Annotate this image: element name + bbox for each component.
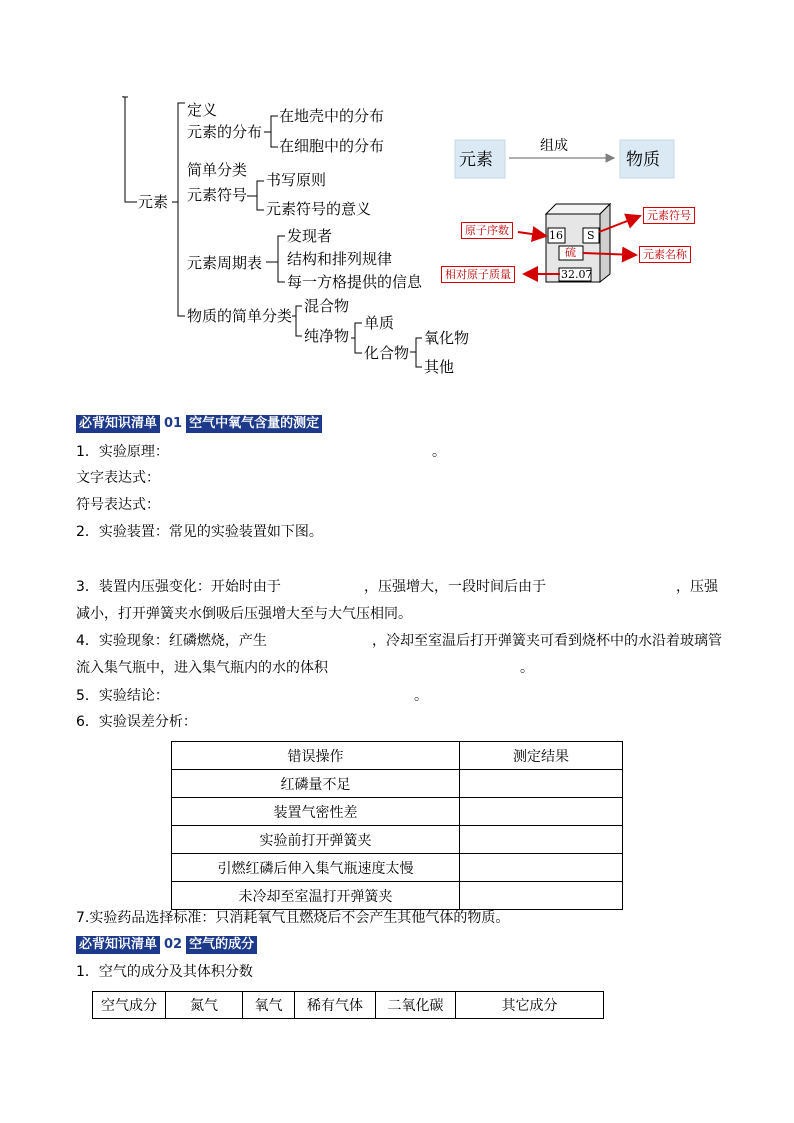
mindmap-matter-class: 物质的简单分类 [187, 307, 293, 325]
row-operation: 未冷却至室温打开弹簧夹 [172, 882, 460, 910]
section1-title: 空气中氧气含量的测定 [189, 416, 320, 431]
s1-line-pressure-a: 3．装置内压强变化：开始时由于 [76, 579, 281, 595]
s1-line-word-equation: 文字表达式： [76, 470, 160, 486]
mindmap-writing-rule: 书写原则 [266, 171, 327, 189]
s1-line-pressure-b: ，压强增大，一段时间后由于 [364, 579, 546, 595]
section1-tag: 必背知识清单 [79, 416, 158, 431]
mindmap-definition: 定义 [187, 101, 218, 119]
s1-line-conclusion-end: 。 [414, 688, 428, 704]
s1-line-selection-standard: 7.实验药品选择标准：只消耗氧气且燃烧后不会产生其他气体的物质。 [76, 910, 510, 926]
row-result-blank[interactable] [460, 882, 623, 910]
diagram-matter-box: 物质 [626, 150, 660, 170]
s1-line-phenomenon-end: 。 [520, 660, 534, 676]
s1-line-apparatus: 2．实验装置：常见的实验装置如下图。 [76, 524, 323, 540]
s1-line-error-analysis: 6．实验误差分析： [76, 714, 197, 730]
row-result-blank[interactable] [460, 798, 623, 826]
mindmap-other: 其他 [424, 358, 455, 376]
table-header-row [172, 742, 623, 770]
table-row [172, 854, 623, 882]
s1-line-principle-end: 。 [432, 444, 446, 460]
cell-nitrogen: 氮气 [166, 992, 243, 1019]
row-operation: 装置气密性差 [172, 798, 460, 826]
cell-other: 其它成分 [456, 992, 604, 1019]
s1-line-principle: 1．实验原理： [76, 444, 169, 460]
section2-heading [76, 936, 257, 954]
cell-mass: 32.07 [561, 268, 593, 281]
air-composition-table [92, 991, 604, 1019]
mindmap-root: 元素 [138, 193, 169, 211]
header-wrong-operation: 错误操作 [172, 742, 460, 770]
section1-heading [76, 415, 322, 433]
mindmap-oxide: 氧化物 [424, 329, 470, 347]
s1-line-pressure-cont: 减小，打开弹簧夹水倒吸后压强增大至与大气压相同。 [76, 606, 412, 622]
mindmap-pure: 纯净物 [304, 327, 350, 345]
mindmap-symbol: 元素符号 [187, 186, 248, 204]
mindmap-mixture: 混合物 [304, 297, 350, 315]
mindmap-dist-cell: 在细胞中的分布 [279, 137, 385, 155]
s1-line-pressure-c: ，压强 [676, 579, 718, 595]
table-row [93, 992, 604, 1019]
cell-carbon-dioxide: 二氧化碳 [376, 992, 456, 1019]
row-result-blank[interactable] [460, 826, 623, 854]
section2-number: 02 [160, 936, 186, 954]
diagram-arrow-label: 组成 [540, 138, 568, 154]
row-operation: 引燃红磷后伸入集气瓶速度太慢 [172, 854, 460, 882]
label-element-symbol: 元素符号 [643, 207, 695, 224]
s1-line-phenomenon-a: 4．实验现象：红磷燃烧，产生 [76, 633, 267, 649]
error-analysis-table [171, 741, 623, 910]
s1-line-conclusion: 5．实验结论： [76, 688, 169, 704]
s1-line-phenomenon-b: ，冷却至室温后打开弹簧夹可看到烧杯中的水沿着玻璃管 [372, 633, 722, 649]
mindmap-distribution: 元素的分布 [187, 123, 263, 141]
label-atomic-mass: 相对原子质量 [441, 266, 515, 283]
mindmap-compound: 化合物 [364, 344, 410, 362]
s2-line-composition: 1．空气的成分及其体积分数 [76, 964, 253, 980]
row-result-blank[interactable] [460, 770, 623, 798]
cell-noble-gas: 稀有气体 [295, 992, 376, 1019]
mindmap-structure-rule: 结构和排列规律 [287, 250, 393, 268]
mindmap-periodic-table: 元素周期表 [187, 254, 263, 272]
row-operation: 实验前打开弹簧夹 [172, 826, 460, 854]
header-result: 测定结果 [460, 742, 623, 770]
cell-oxygen: 氧气 [243, 992, 295, 1019]
cell-symbol: S [587, 229, 595, 242]
cell-name: 硫 [565, 246, 576, 259]
cell-atomic-number: 16 [549, 229, 563, 242]
s1-line-symbol-equation: 符号表达式： [76, 497, 160, 513]
diagram-element-box: 元素 [459, 150, 493, 170]
mindmap-symbol-meaning: 元素符号的意义 [266, 200, 372, 218]
table-row [172, 798, 623, 826]
row-result-blank[interactable] [460, 854, 623, 882]
label-element-name: 元素名称 [639, 246, 691, 263]
mindmap-discoverer: 发现者 [287, 227, 333, 245]
table-row [172, 826, 623, 854]
section2-tag: 必背知识清单 [79, 937, 158, 952]
mindmap-elemental: 单质 [364, 314, 395, 332]
mindmap-cell-info: 每一方格提供的信息 [287, 273, 423, 291]
mindmap-dist-crust: 在地壳中的分布 [279, 107, 385, 125]
section2-title: 空气的成分 [189, 937, 255, 952]
table-row [172, 882, 623, 910]
s1-line-phenomenon-c: 流入集气瓶中，进入集气瓶内的水的体积 [76, 660, 328, 676]
table-row [172, 770, 623, 798]
mindmap-simple-class: 简单分类 [187, 161, 248, 179]
cell-air-component: 空气成分 [93, 992, 166, 1019]
row-operation: 红磷量不足 [172, 770, 460, 798]
section1-number: 01 [160, 415, 186, 433]
label-atomic-number: 原子序数 [461, 222, 513, 239]
